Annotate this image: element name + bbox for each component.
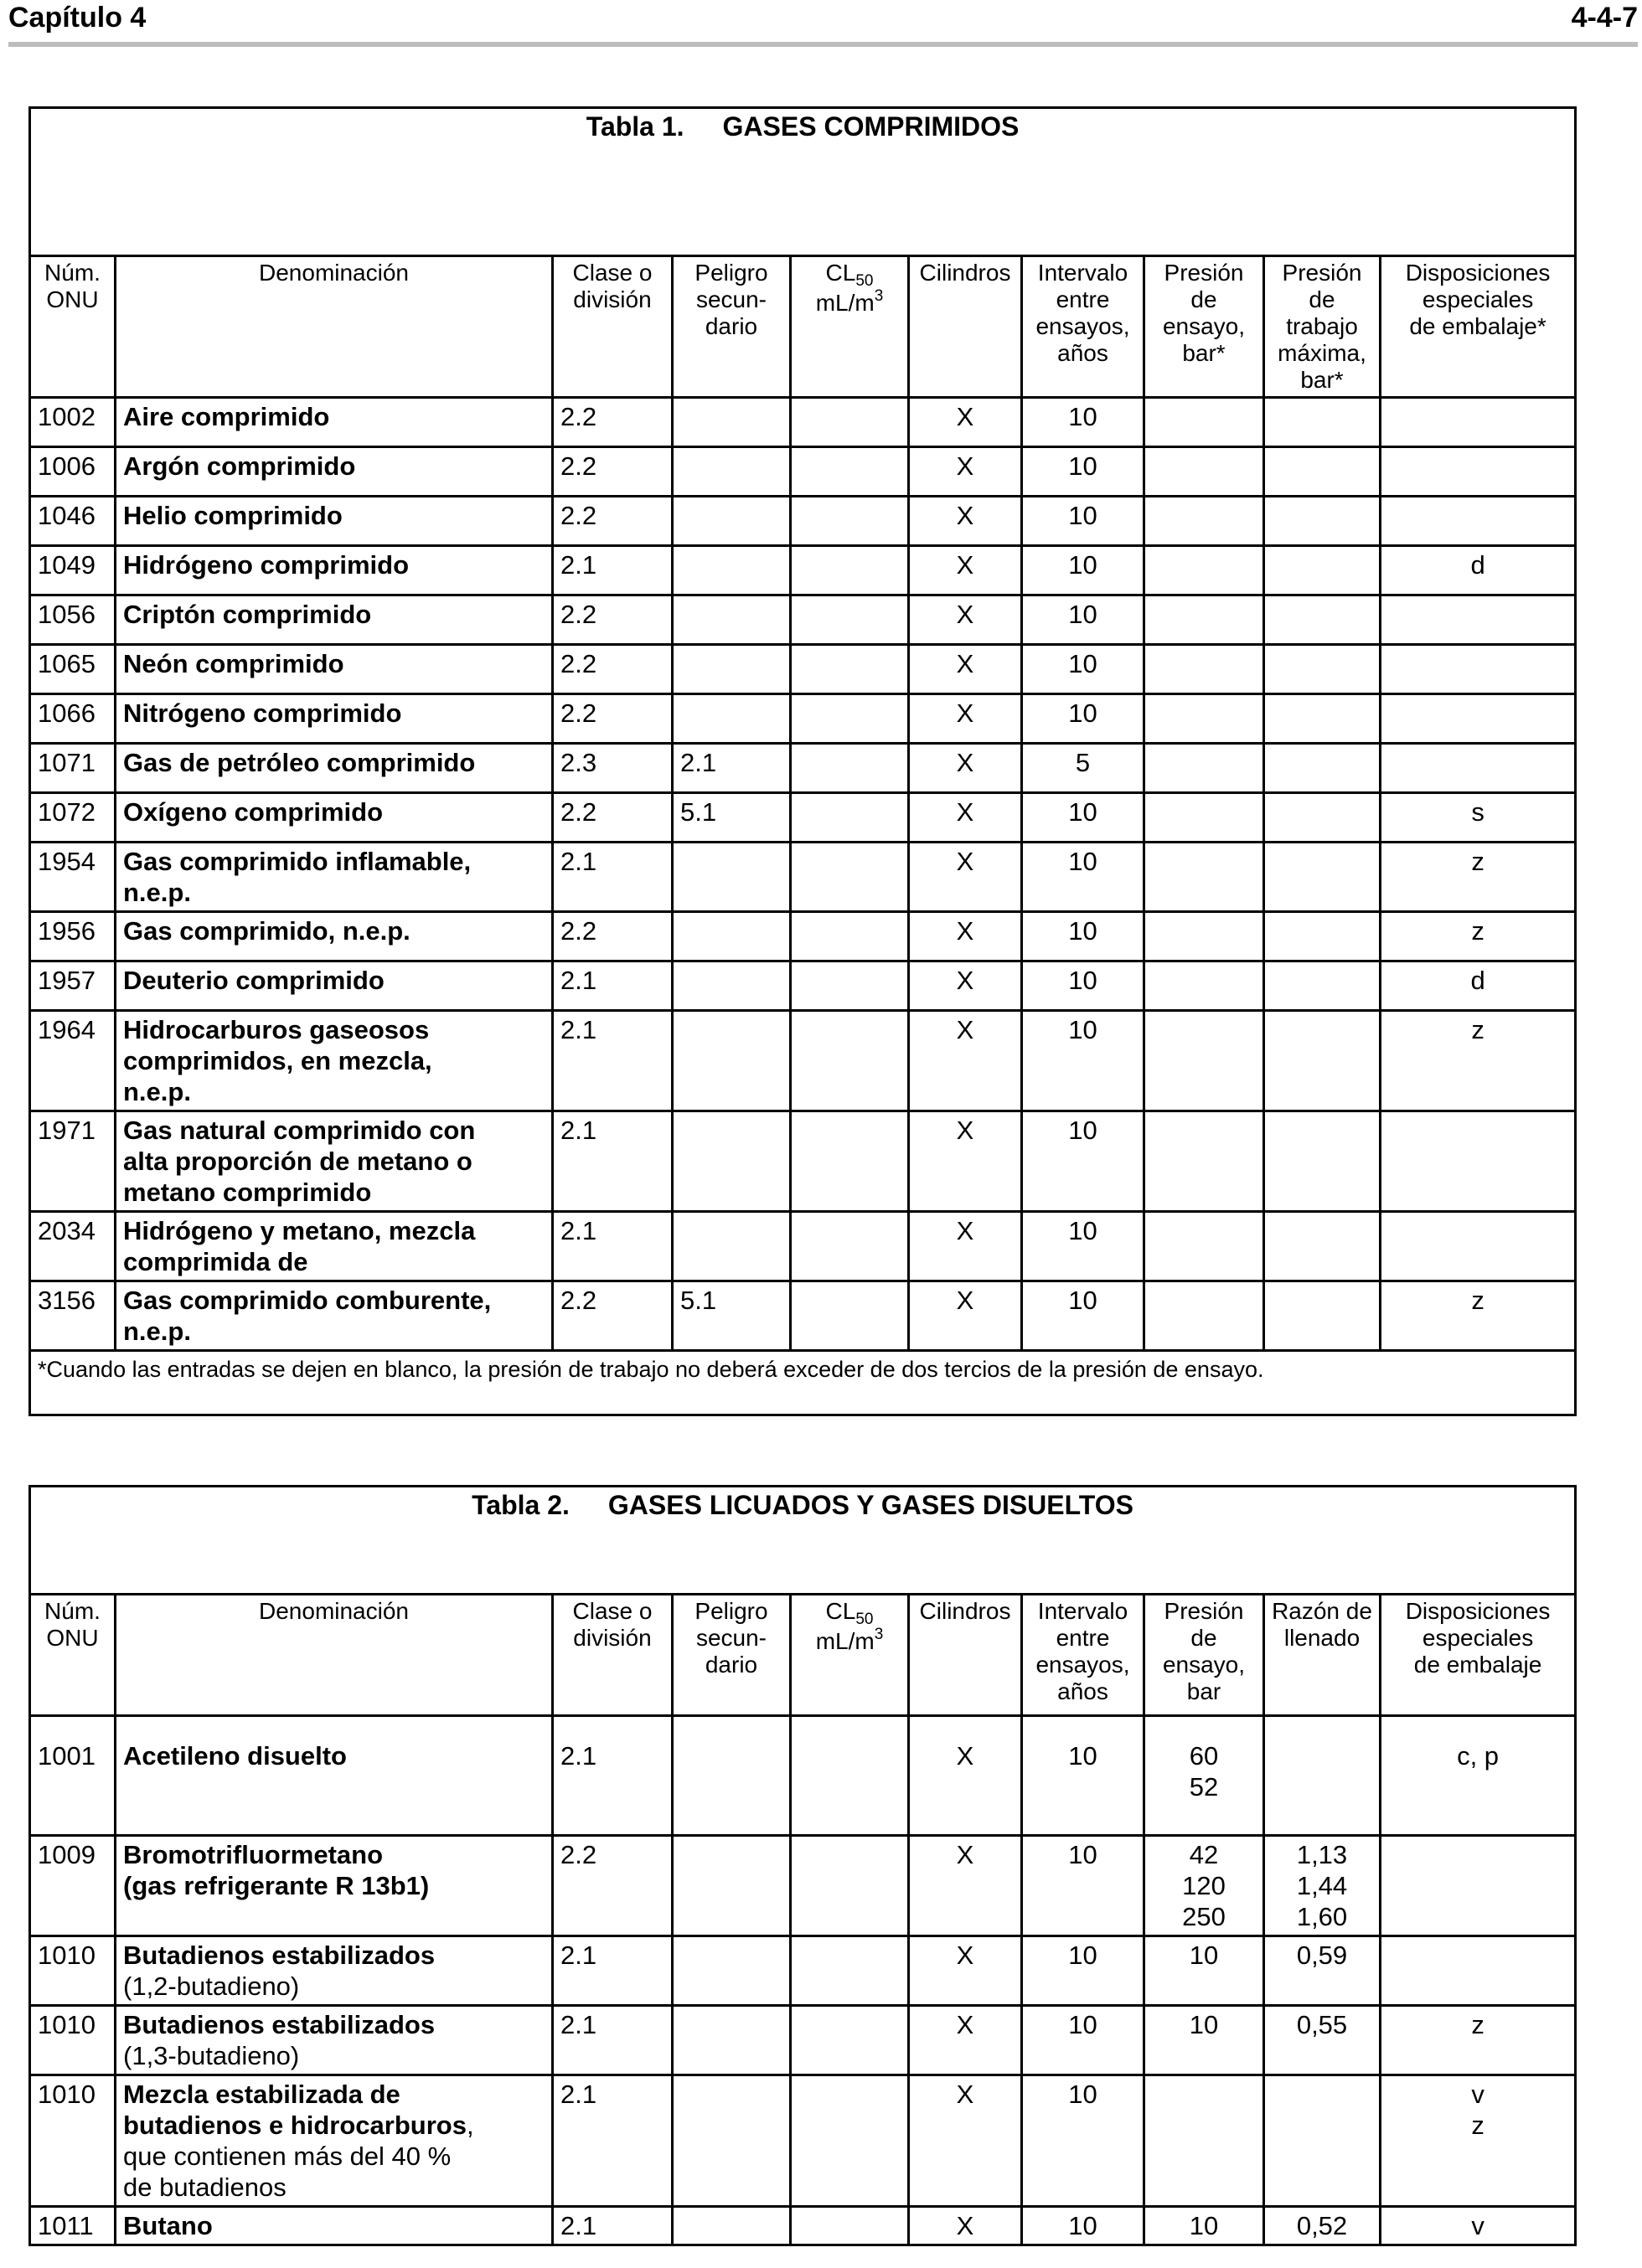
table-row — [30, 1716, 1576, 1836]
table-row — [30, 2075, 1576, 2207]
name-cell: Gas comprimido, n.e.p. — [116, 912, 553, 961]
name-cell: Butadienos estabilizados (1,2-butadieno) — [116, 1936, 553, 2006]
test-pressure-cell — [1144, 694, 1264, 744]
onu-number-cell: 1011 — [30, 2207, 116, 2245]
cylinders-cell: X — [909, 1936, 1022, 2006]
onu-number-cell: 1002 — [30, 398, 116, 447]
class-cell: 2.2 — [553, 398, 673, 447]
cl50-cell — [791, 912, 909, 961]
work-pressure-cell — [1264, 961, 1381, 1011]
col-header-name: Denominación — [116, 1595, 553, 1716]
provisions-cell — [1381, 694, 1576, 744]
col-header-provisions: Disposiciones especiales de embalaje — [1381, 1595, 1576, 1716]
cylinders-cell: X — [909, 1111, 1022, 1212]
table-row — [30, 2207, 1576, 2245]
table-row — [30, 2006, 1576, 2075]
provisions-cell — [1381, 1111, 1576, 1212]
interval-cell: 10 — [1022, 595, 1144, 645]
cl50-cell — [791, 1836, 909, 1936]
table-number: Tabla 1. — [586, 111, 684, 142]
provisions-cell — [1381, 497, 1576, 546]
provisions-cell: d — [1381, 961, 1576, 1011]
work-pressure-cell — [1264, 497, 1381, 546]
class-cell: 2.2 — [553, 645, 673, 694]
provisions-cell: z — [1381, 843, 1576, 912]
table-row — [30, 843, 1576, 912]
class-cell: 2.1 — [553, 1011, 673, 1111]
test-pressure-cell: 42 120 250 — [1144, 1836, 1264, 1936]
interval-cell: 10 — [1022, 2207, 1144, 2245]
onu-number-cell: 1971 — [30, 1111, 116, 1212]
work-pressure-cell — [1264, 843, 1381, 912]
class-cell: 2.2 — [553, 1836, 673, 1936]
name-cell: Hidrógeno comprimido — [116, 546, 553, 595]
col-header-class: Clase o división — [553, 1595, 673, 1716]
work-pressure-cell — [1264, 1212, 1381, 1281]
onu-number-cell: 1010 — [30, 1936, 116, 2006]
name-cell: Hidrocarburos gaseosos comprimidos, en mezcla, n.e.p. — [116, 1011, 553, 1111]
name-cell: Criptón comprimido — [116, 595, 553, 645]
page-header — [8, 0, 1638, 49]
secondary-hazard-cell — [673, 1836, 791, 1936]
provisions-cell: z — [1381, 2006, 1576, 2075]
table-caption — [30, 108, 1576, 256]
test-pressure-cell — [1144, 595, 1264, 645]
secondary-hazard-cell — [673, 1936, 791, 2006]
class-cell: 2.2 — [553, 793, 673, 843]
cl50-cell — [791, 2006, 909, 2075]
cylinders-cell: X — [909, 2006, 1022, 2075]
secondary-hazard-cell — [673, 546, 791, 595]
secondary-hazard-cell — [673, 1212, 791, 1281]
test-pressure-cell — [1144, 546, 1264, 595]
secondary-hazard-cell: 5.1 — [673, 793, 791, 843]
class-cell: 2.2 — [553, 447, 673, 497]
interval-cell: 10 — [1022, 912, 1144, 961]
secondary-hazard-cell — [673, 694, 791, 744]
table-number: Tabla 2. — [472, 1490, 570, 1520]
interval-cell: 10 — [1022, 398, 1144, 447]
test-pressure-cell — [1144, 744, 1264, 793]
cl50-cell — [791, 843, 909, 912]
col-header-onu: Núm. ONU — [30, 256, 116, 398]
name-cell: Bromotrifluormetano (gas refrigerante R 13b1) — [116, 1836, 553, 1936]
onu-number-cell: 1049 — [30, 546, 116, 595]
provisions-cell: v z — [1381, 2075, 1576, 2207]
col-header-test-pressure: Presión de ensayo, bar* — [1144, 256, 1264, 398]
cl50-cell — [791, 694, 909, 744]
table-row — [30, 912, 1576, 961]
col-header-provisions: Disposiciones especiales de embalaje* — [1381, 256, 1576, 398]
secondary-hazard-cell: 2.1 — [673, 744, 791, 793]
provisions-cell — [1381, 1836, 1576, 1936]
cl50-cell — [791, 1716, 909, 1836]
table-title: GASES COMPRIMIDOS — [722, 111, 1020, 142]
class-cell: 2.1 — [553, 546, 673, 595]
test-pressure-cell — [1144, 843, 1264, 912]
class-cell: 2.1 — [553, 1111, 673, 1212]
cylinders-cell: X — [909, 447, 1022, 497]
cylinders-cell: X — [909, 1281, 1022, 1351]
fill-ratio-cell: 1,13 1,44 1,60 — [1264, 1836, 1381, 1936]
table-row — [30, 497, 1576, 546]
table-caption — [30, 1487, 1576, 1595]
cl50-cell — [791, 961, 909, 1011]
cl50-cell — [791, 1011, 909, 1111]
class-cell: 2.2 — [553, 497, 673, 546]
name-cell: Mezcla estabilizada de butadienos e hidrocarburos, que contienen más del 40 % de butadienos — [116, 2075, 553, 2207]
provisions-cell — [1381, 447, 1576, 497]
test-pressure-cell — [1144, 497, 1264, 546]
name-cell: Deuterio comprimido — [116, 961, 553, 1011]
chapter-label: Capítulo 4 — [8, 2, 147, 34]
name-cell: Hidrógeno y metano, mezcla comprimida de — [116, 1212, 553, 1281]
provisions-cell: v — [1381, 2207, 1576, 2245]
class-cell: 2.1 — [553, 1212, 673, 1281]
test-pressure-cell — [1144, 1111, 1264, 1212]
onu-number-cell: 1956 — [30, 912, 116, 961]
interval-cell: 10 — [1022, 1716, 1144, 1836]
test-pressure-cell — [1144, 447, 1264, 497]
interval-cell: 10 — [1022, 2075, 1144, 2207]
test-pressure-cell: 60 52 — [1144, 1716, 1264, 1836]
table-row — [30, 1011, 1576, 1111]
test-pressure-cell — [1144, 1011, 1264, 1111]
cl50-cell — [791, 447, 909, 497]
onu-number-cell: 1009 — [30, 1836, 116, 1936]
class-cell: 2.3 — [553, 744, 673, 793]
cylinders-cell: X — [909, 1212, 1022, 1281]
provisions-cell — [1381, 595, 1576, 645]
col-header-fill-ratio: Razón de llenado — [1264, 1595, 1381, 1716]
work-pressure-cell — [1264, 1281, 1381, 1351]
work-pressure-cell — [1264, 398, 1381, 447]
work-pressure-cell — [1264, 1011, 1381, 1111]
cl50-cell — [791, 595, 909, 645]
test-pressure-cell: 10 — [1144, 2207, 1264, 2245]
interval-cell: 10 — [1022, 645, 1144, 694]
class-cell: 2.1 — [553, 1936, 673, 2006]
fill-ratio-cell: 0,55 — [1264, 2006, 1381, 2075]
secondary-hazard-cell — [673, 961, 791, 1011]
test-pressure-cell — [1144, 1212, 1264, 1281]
col-header-secondary-hazard: Peligro secun- dario — [673, 256, 791, 398]
fill-ratio-cell — [1264, 1716, 1381, 1836]
provisions-cell — [1381, 398, 1576, 447]
interval-cell: 10 — [1022, 843, 1144, 912]
class-cell: 2.1 — [553, 2006, 673, 2075]
class-cell: 2.1 — [553, 843, 673, 912]
table-row — [30, 1936, 1576, 2006]
onu-number-cell: 1066 — [30, 694, 116, 744]
class-cell: 2.1 — [553, 961, 673, 1011]
secondary-hazard-cell — [673, 398, 791, 447]
provisions-cell: s — [1381, 793, 1576, 843]
interval-cell: 10 — [1022, 1212, 1144, 1281]
table-row — [30, 546, 1576, 595]
provisions-cell — [1381, 744, 1576, 793]
table-row — [30, 398, 1576, 447]
name-cell: Gas de petróleo comprimido — [116, 744, 553, 793]
secondary-hazard-cell — [673, 912, 791, 961]
table-title: GASES LICUADOS Y GASES DISUELTOS — [607, 1490, 1133, 1520]
header-rule — [8, 42, 1638, 47]
secondary-hazard-cell — [673, 843, 791, 912]
table-row — [30, 1111, 1576, 1212]
interval-cell: 5 — [1022, 744, 1144, 793]
onu-number-cell: 1006 — [30, 447, 116, 497]
name-cell: Acetileno disuelto — [116, 1716, 553, 1836]
cylinders-cell: X — [909, 645, 1022, 694]
table-footnote: *Cuando las entradas se dejen en blanco, la presión de trabajo no deberá exceder de dos tercios de la presión de ensayo. — [30, 1351, 1576, 1415]
onu-number-cell: 1071 — [30, 744, 116, 793]
secondary-hazard-cell — [673, 645, 791, 694]
test-pressure-cell: 10 — [1144, 2006, 1264, 2075]
cylinders-cell: X — [909, 497, 1022, 546]
col-header-cl50: $CL_{50}$ $mL/m^3$ — [791, 256, 909, 398]
interval-cell: 10 — [1022, 1281, 1144, 1351]
provisions-cell — [1381, 1936, 1576, 2006]
work-pressure-cell — [1264, 912, 1381, 961]
cl50-cell — [791, 546, 909, 595]
cylinders-cell: X — [909, 546, 1022, 595]
onu-number-cell: 1010 — [30, 2006, 116, 2075]
name-cell: Argón comprimido — [116, 447, 553, 497]
table-row — [30, 793, 1576, 843]
work-pressure-cell — [1264, 793, 1381, 843]
table-row — [30, 961, 1576, 1011]
col-header-cylinders: Cilindros — [909, 256, 1022, 398]
col-header-onu: Núm. ONU — [30, 1595, 116, 1716]
col-header-secondary-hazard: Peligro secun- dario — [673, 1595, 791, 1716]
provisions-cell: c, p — [1381, 1716, 1576, 1836]
interval-cell: 10 — [1022, 1011, 1144, 1111]
table-row — [30, 447, 1576, 497]
provisions-cell: d — [1381, 546, 1576, 595]
table-row — [30, 645, 1576, 694]
onu-number-cell: 1010 — [30, 2075, 116, 2207]
col-header-name: Denominación — [116, 256, 553, 398]
table-row — [30, 1836, 1576, 1936]
interval-cell: 10 — [1022, 694, 1144, 744]
table-row — [30, 744, 1576, 793]
cl50-cell — [791, 1936, 909, 2006]
name-cell: Gas comprimido inflamable, n.e.p. — [116, 843, 553, 912]
secondary-hazard-cell — [673, 2075, 791, 2207]
cylinders-cell: X — [909, 793, 1022, 843]
interval-cell: 10 — [1022, 2006, 1144, 2075]
interval-cell: 10 — [1022, 447, 1144, 497]
col-header-cl50: $CL_{50}$ $mL/m^3$ — [791, 1595, 909, 1716]
col-header-cylinders: Cilindros — [909, 1595, 1022, 1716]
header-row — [30, 256, 1576, 398]
test-pressure-cell — [1144, 398, 1264, 447]
header-row — [30, 1595, 1576, 1716]
name-cell: Oxígeno comprimido — [116, 793, 553, 843]
interval-cell: 10 — [1022, 793, 1144, 843]
name-cell: Gas natural comprimido con alta proporción de metano o metano comprimido — [116, 1111, 553, 1212]
cylinders-cell: X — [909, 843, 1022, 912]
cl50-cell — [791, 744, 909, 793]
table-row — [30, 1212, 1576, 1281]
test-pressure-cell — [1144, 2075, 1264, 2207]
name-cell: Neón comprimido — [116, 645, 553, 694]
onu-number-cell: 1954 — [30, 843, 116, 912]
onu-number-cell: 1072 — [30, 793, 116, 843]
provisions-cell: z — [1381, 1011, 1576, 1111]
cylinders-cell: X — [909, 694, 1022, 744]
work-pressure-cell — [1264, 447, 1381, 497]
secondary-hazard-cell — [673, 1716, 791, 1836]
interval-cell: 10 — [1022, 1936, 1144, 2006]
onu-number-cell: 3156 — [30, 1281, 116, 1351]
secondary-hazard-cell — [673, 2006, 791, 2075]
cl50-cell — [791, 497, 909, 546]
fill-ratio-cell: 0,59 — [1264, 1936, 1381, 2006]
cl50-cell — [791, 1111, 909, 1212]
name-cell: Butadienos estabilizados (1,3-butadieno) — [116, 2006, 553, 2075]
cl50-cell — [791, 793, 909, 843]
table-row — [30, 694, 1576, 744]
col-header-test-pressure: Presión de ensayo, bar — [1144, 1595, 1264, 1716]
secondary-hazard-cell — [673, 595, 791, 645]
test-pressure-cell — [1144, 961, 1264, 1011]
page-number: 4-4-7 — [1571, 2, 1638, 34]
class-cell: 2.2 — [553, 912, 673, 961]
table-row — [30, 1281, 1576, 1351]
col-header-class: Clase o división — [553, 256, 673, 398]
col-header-interval: Intervalo entre ensayos, años — [1022, 1595, 1144, 1716]
test-pressure-cell — [1144, 912, 1264, 961]
class-cell: 2.1 — [553, 2075, 673, 2207]
cl50-cell — [791, 1212, 909, 1281]
name-cell: Nitrógeno comprimido — [116, 694, 553, 744]
interval-cell: 10 — [1022, 1836, 1144, 1936]
class-cell: 2.1 — [553, 2207, 673, 2245]
interval-cell: 10 — [1022, 961, 1144, 1011]
cylinders-cell: X — [909, 961, 1022, 1011]
cl50-cell — [791, 2207, 909, 2245]
cl50-cell — [791, 645, 909, 694]
test-pressure-cell: 10 — [1144, 1936, 1264, 2006]
table-row — [30, 595, 1576, 645]
cylinders-cell: X — [909, 1836, 1022, 1936]
work-pressure-cell — [1264, 595, 1381, 645]
interval-cell: 10 — [1022, 497, 1144, 546]
secondary-hazard-cell — [673, 2207, 791, 2245]
name-cell: Gas comprimido comburente, n.e.p. — [116, 1281, 553, 1351]
cylinders-cell: X — [909, 1011, 1022, 1111]
name-cell: Aire comprimido — [116, 398, 553, 447]
cl50-cell — [791, 1281, 909, 1351]
col-header-interval: Intervalo entre ensayos, años — [1022, 256, 1144, 398]
test-pressure-cell — [1144, 645, 1264, 694]
onu-number-cell: 2034 — [30, 1212, 116, 1281]
interval-cell: 10 — [1022, 1111, 1144, 1212]
onu-number-cell: 1065 — [30, 645, 116, 694]
cl50-cell — [791, 2075, 909, 2207]
secondary-hazard-cell: 5.1 — [673, 1281, 791, 1351]
fill-ratio-cell: 0,52 — [1264, 2207, 1381, 2245]
class-cell: 2.2 — [553, 694, 673, 744]
class-cell: 2.2 — [553, 595, 673, 645]
provisions-cell: z — [1381, 912, 1576, 961]
table-gases-licuados — [28, 1485, 1577, 2246]
interval-cell: 10 — [1022, 546, 1144, 595]
onu-number-cell: 1001 — [30, 1716, 116, 1836]
table-gases-comprimidos — [28, 106, 1577, 1416]
secondary-hazard-cell — [673, 447, 791, 497]
name-cell: Butano — [116, 2207, 553, 2245]
name-cell: Helio comprimido — [116, 497, 553, 546]
work-pressure-cell — [1264, 744, 1381, 793]
test-pressure-cell — [1144, 793, 1264, 843]
secondary-hazard-cell — [673, 1011, 791, 1111]
provisions-cell — [1381, 645, 1576, 694]
fill-ratio-cell — [1264, 2075, 1381, 2207]
work-pressure-cell — [1264, 546, 1381, 595]
provisions-cell: z — [1381, 1281, 1576, 1351]
col-header-work-pressure: Presión de trabajo máxima, bar* — [1264, 256, 1381, 398]
work-pressure-cell — [1264, 694, 1381, 744]
test-pressure-cell — [1144, 1281, 1264, 1351]
cylinders-cell: X — [909, 1716, 1022, 1836]
secondary-hazard-cell — [673, 1111, 791, 1212]
onu-number-cell: 1056 — [30, 595, 116, 645]
onu-number-cell: 1964 — [30, 1011, 116, 1111]
cylinders-cell: X — [909, 912, 1022, 961]
class-cell: 2.2 — [553, 1281, 673, 1351]
cylinders-cell: X — [909, 595, 1022, 645]
cylinders-cell: X — [909, 2207, 1022, 2245]
onu-number-cell: 1046 — [30, 497, 116, 546]
cylinders-cell: X — [909, 398, 1022, 447]
work-pressure-cell — [1264, 1111, 1381, 1212]
provisions-cell — [1381, 1212, 1576, 1281]
secondary-hazard-cell — [673, 497, 791, 546]
cylinders-cell: X — [909, 2075, 1022, 2207]
class-cell: 2.1 — [553, 1716, 673, 1836]
onu-number-cell: 1957 — [30, 961, 116, 1011]
cylinders-cell: X — [909, 744, 1022, 793]
work-pressure-cell — [1264, 645, 1381, 694]
cl50-cell — [791, 398, 909, 447]
